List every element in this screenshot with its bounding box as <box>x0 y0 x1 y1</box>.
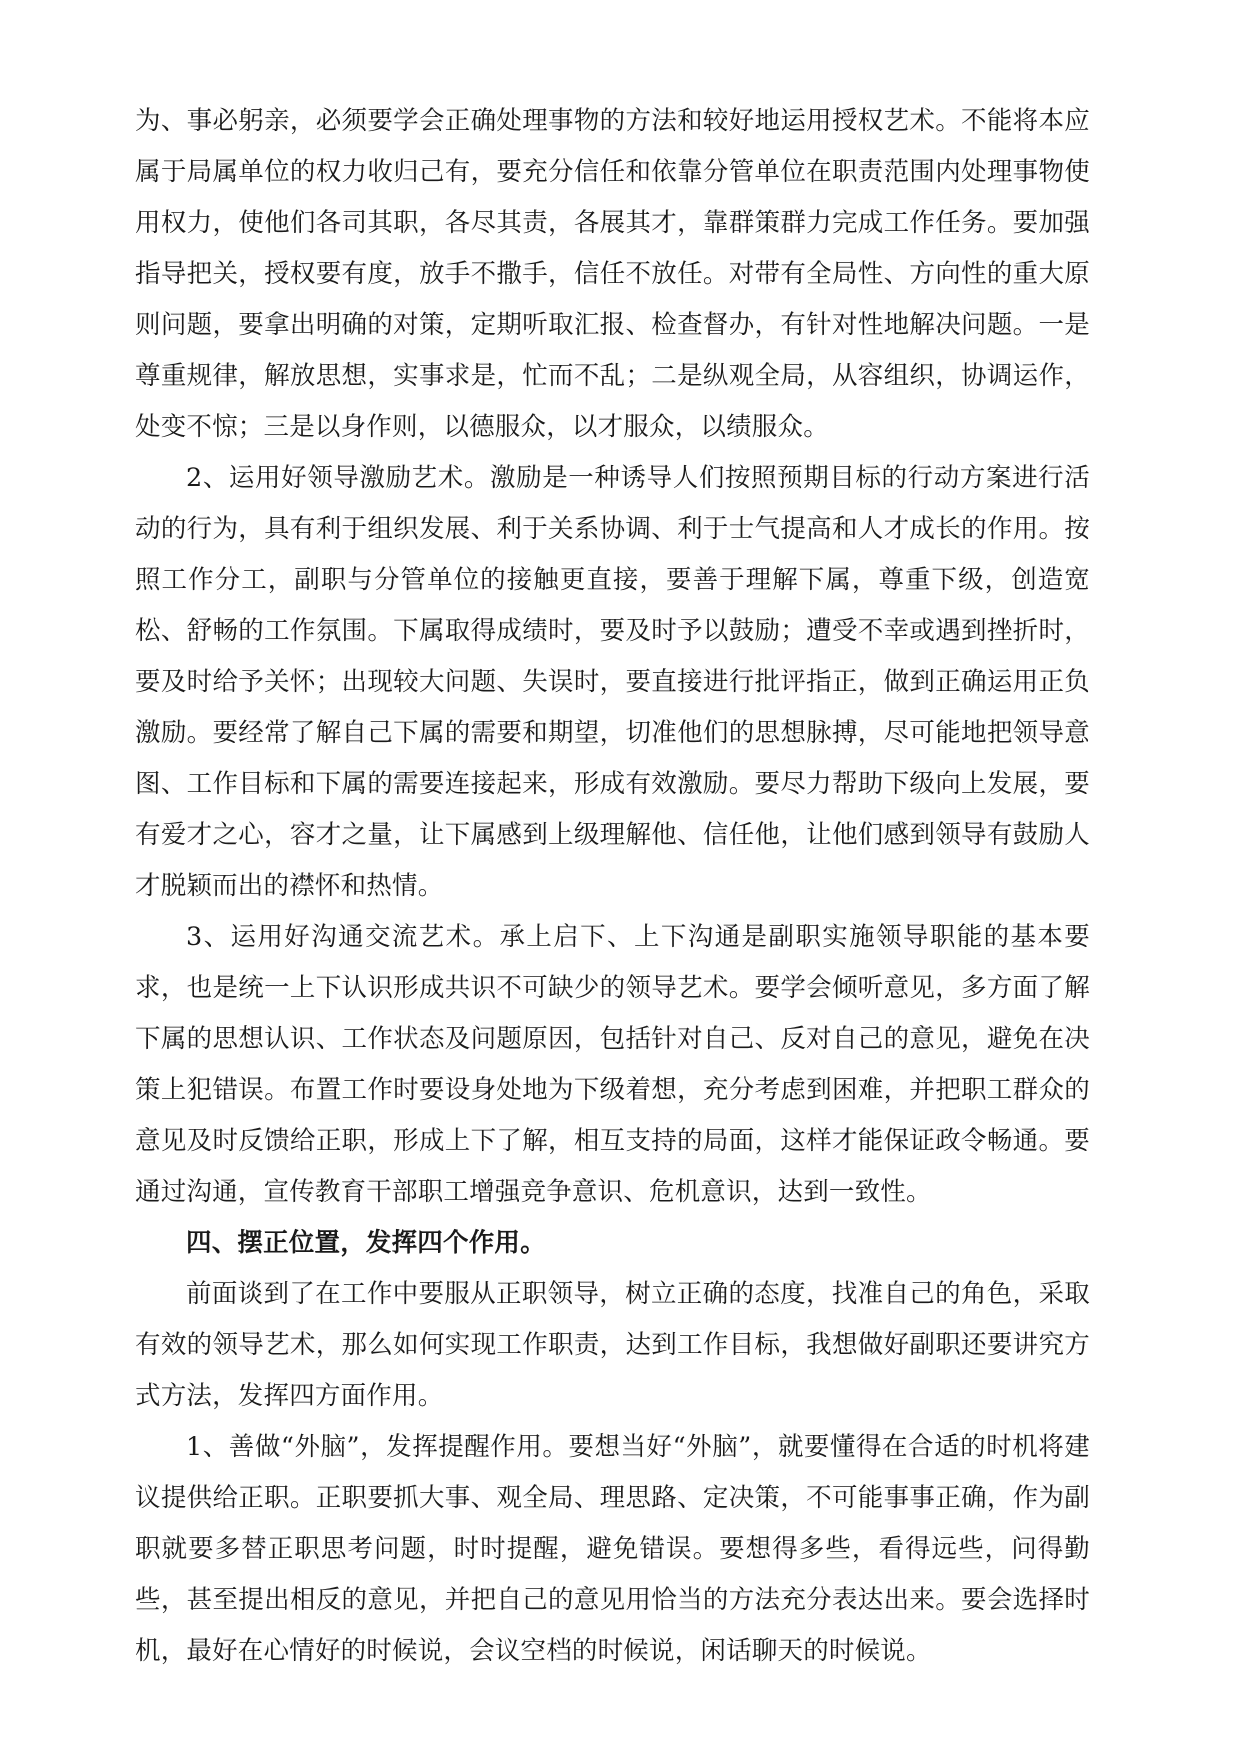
section-heading-four: 四、摆正位置，发挥四个作用。 <box>186 1228 546 1258</box>
paragraph-item-2: 2、运用好领导激励艺术。激励是一种诱导人们按照预期目标的行动方案进行活动的行为，具有利于组织发展、利于关系协调、利于士气提高和人才成长的作用。按照工作分工，副职与分管单位的接触更直接，要善于理解下属，尊重下级，创造宽松、舒畅的工作氛围。下属取得成绩时，要及时予以鼓励；遭受不幸或遇到挫折时，要及时给予关怀；出现较大问题、失误时，要直接进行批评指正，做到正确运用正负激励。要经常了解自己下属的需要和期望，切准他们的思想脉搏，尽可能地把领导意图、工作目标和下属的需要连接起来，形成有效激励。要尽力帮助下级向上发展，要有爱才之心，容才之量，让下属感到上级理解他、信任他，让他们感到领导有鼓励人才脱颖而出的襟怀和热情。 <box>135 463 1090 901</box>
paragraph-item-3: 3、运用好沟通交流艺术。承上启下、上下沟通是副职实施领导职能的基本要求，也是统一上下认识形成共识不可缺少的领导艺术。要学会倾听意见，多方面了解下属的思想认识、工作状态及问题原因，包括针对自己、反对自己的意见，避免在决策上犯错误。布置工作时要设身处地为下级着想，充分考虑到困难，并把职工群众的意见及时反馈给正职，形成上下了解，相互支持的局面，这样才能保证政令畅通。要通过沟通，宣传教育干部职工增强竞争意识、危机意识，达到一致性。 <box>135 922 1090 1207</box>
document-body <box>135 96 1090 1677</box>
paragraph-continuation: 为、事必躬亲，必须要学会正确处理事物的方法和较好地运用授权艺术。不能将本应属于局属单位的权力收归己有，要充分信任和依靠分管单位在职责范围内处理事物使用权力，使他们各司其职，各尽其责，各展其才，靠群策群力完成工作任务。要加强指导把关，授权要有度，放手不撒手，信任不放任。对带有全局性、方向性的重大原则问题，要拿出明确的对策，定期听取汇报、检查督办，有针对性地解决问题。一是尊重规律，解放思想，实事求是，忙而不乱；二是纵观全局，从容组织，协调运作，处变不惊；三是以身作则，以德服众，以才服众，以绩服众。 <box>135 106 1090 442</box>
paragraph-intro: 前面谈到了在工作中要服从正职领导，树立正确的态度，找准自己的角色，采取有效的领导艺术，那么如何实现工作职责，达到工作目标，我想做好副职还要讲究方式方法，发挥四方面作用。 <box>135 1279 1090 1411</box>
paragraph-item-1: 1、善做“外脑”，发挥提醒作用。要想当好“外脑”，就要懂得在合适的时机将建议提供给正职。正职要抓大事、观全局、理思路、定决策，不可能事事正确，作为副职就要多替正职思考问题，时时提醒，避免错误。要想得多些，看得远些，问得勤些，甚至提出相反的意见，并把自己的意见用恰当的方法充分表达出来。要会选择时机，最好在心情好的时候说，会议空档的时候说，闲话聊天的时候说。 <box>135 1432 1090 1666</box>
